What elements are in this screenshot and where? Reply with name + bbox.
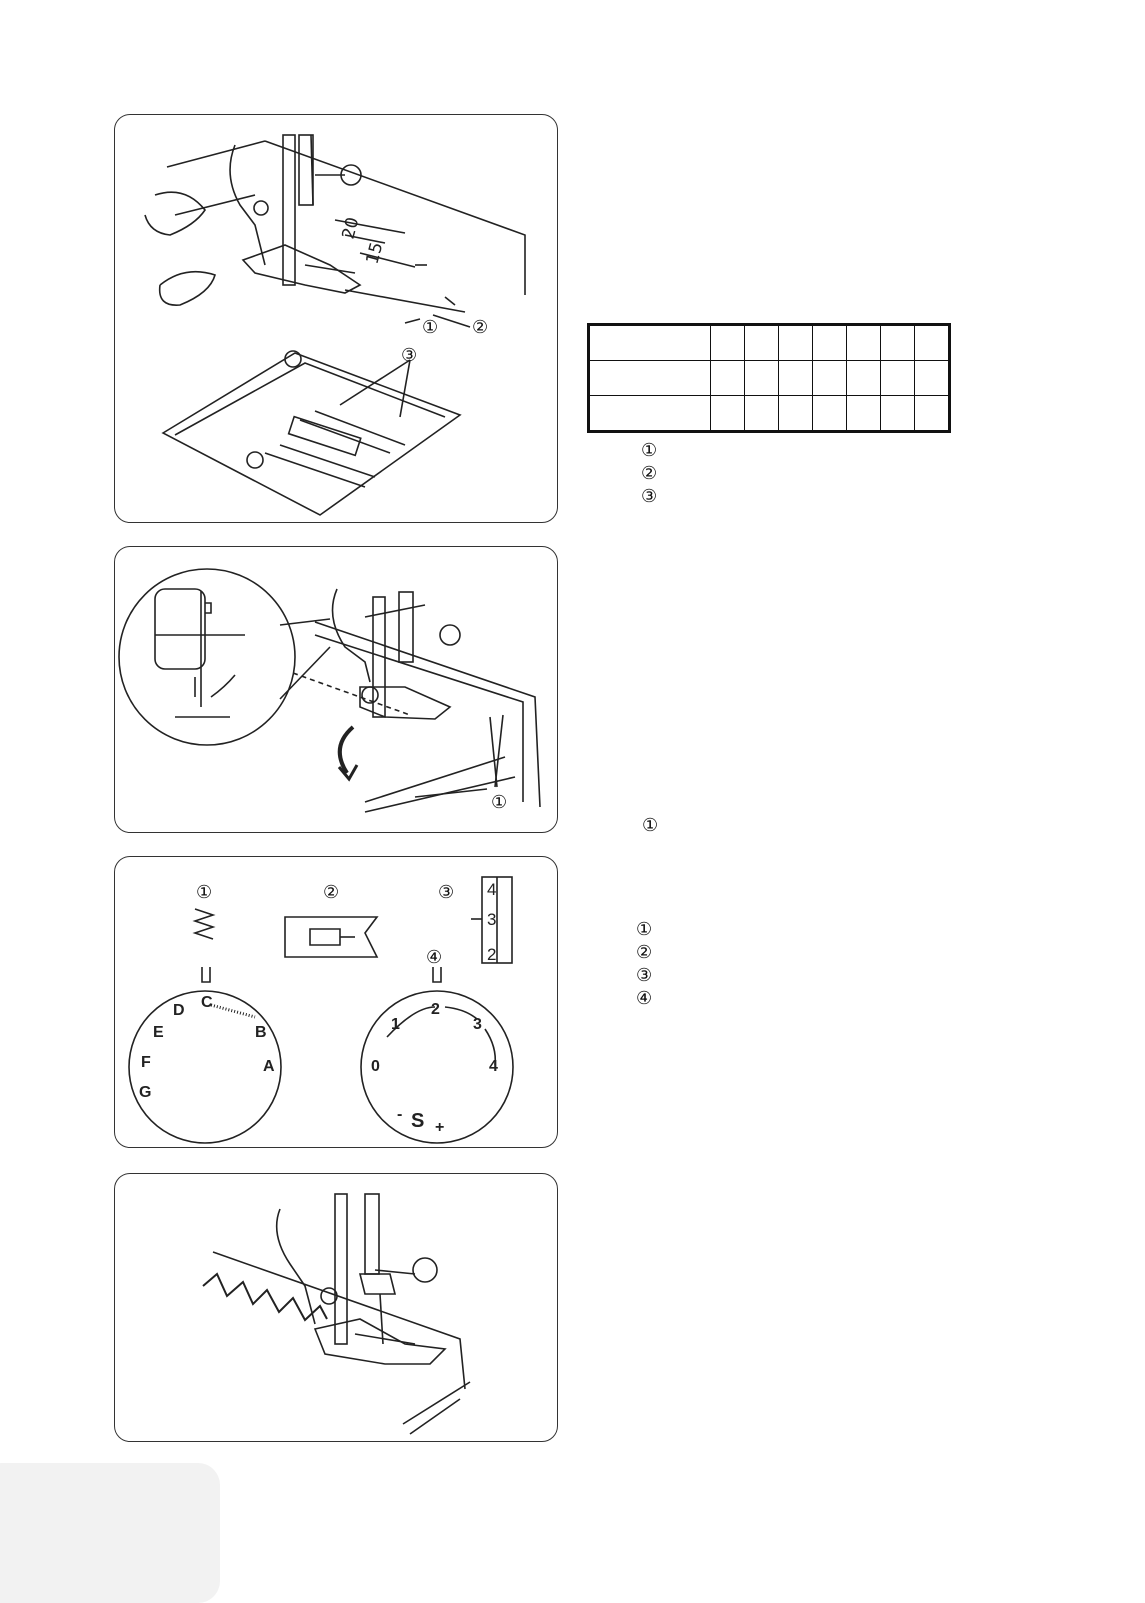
dial-letter-G: G	[139, 1084, 152, 1101]
figure2-legend-1: ①	[642, 815, 659, 836]
seam-guide-illustration	[115, 115, 557, 522]
callout-2: ②	[472, 317, 489, 338]
dial-number-3: 3	[473, 1016, 482, 1033]
callout-2: ②	[323, 882, 340, 903]
zigzag-stitch-icon	[195, 909, 213, 939]
table-legend-3: ③	[641, 486, 658, 507]
callout-3: ③	[438, 882, 455, 903]
dial-minus: -	[397, 1106, 403, 1123]
length-mark-3: 3	[487, 910, 497, 929]
dial-plus: +	[435, 1119, 445, 1136]
dial-letter-A: A	[263, 1058, 275, 1075]
page-corner-tab	[0, 1463, 220, 1603]
table-row	[589, 361, 950, 396]
pattern-dial-icon	[129, 991, 281, 1143]
callout-1: ①	[491, 792, 508, 813]
figure-seam-guide-panel	[114, 114, 558, 523]
table-legend-2: ②	[641, 463, 658, 484]
seam-allowance-table	[587, 323, 951, 433]
zigzag-illustration	[115, 1174, 557, 1441]
figure-settings-panel	[114, 856, 558, 1148]
cornering-illustration	[115, 547, 557, 832]
scale-mark-15: 15	[362, 240, 388, 267]
dial-letter-C: C	[201, 994, 213, 1011]
figure3-legend-1: ①	[636, 919, 653, 940]
dial-letter-B: B	[255, 1024, 267, 1041]
table-legend-1: ①	[641, 440, 658, 461]
figure3-legend-4: ④	[636, 988, 653, 1009]
table-row	[589, 325, 950, 361]
dial-letter-E: E	[153, 1024, 164, 1041]
callout-3: ③	[401, 345, 418, 366]
dial-letter-S: S	[411, 1110, 425, 1132]
figure-cornering-panel	[114, 546, 558, 833]
dial-letter-D: D	[173, 1002, 185, 1019]
dial-letter-F: F	[141, 1054, 151, 1071]
figure3-legend-3: ③	[636, 965, 653, 986]
table-row	[589, 396, 950, 432]
presser-foot-icon	[285, 917, 377, 957]
length-mark-4: 4	[487, 880, 497, 899]
dial-number-2: 2	[431, 1001, 440, 1018]
callout-4: ④	[426, 947, 443, 968]
dial-number-1: 1	[391, 1016, 400, 1033]
figure-zigzag-panel	[114, 1173, 558, 1442]
figure3-legend-2: ②	[636, 942, 653, 963]
length-mark-2: 2	[487, 945, 497, 964]
scale-mark-20: 20	[338, 215, 364, 242]
dial-number-4: 4	[489, 1058, 498, 1075]
callout-1: ①	[196, 882, 213, 903]
callout-1: ①	[422, 317, 439, 338]
dial-number-0: 0	[371, 1058, 380, 1075]
